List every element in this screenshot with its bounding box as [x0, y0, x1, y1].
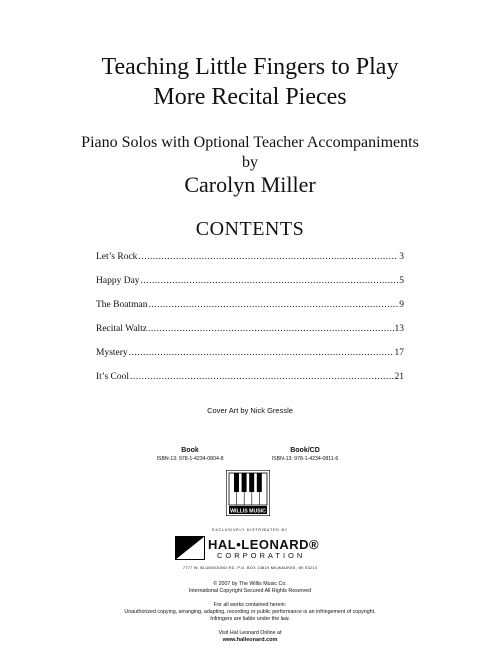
- toc-page-number: 5: [399, 276, 404, 286]
- hal-leonard-corporation: CORPORATION: [217, 551, 306, 560]
- toc-page-number: 9: [399, 300, 404, 310]
- toc-title: Mystery: [96, 348, 128, 358]
- toc-title: Let’s Rock: [96, 252, 138, 262]
- toc-title: It’s Cool: [96, 372, 129, 382]
- by-line: by: [242, 154, 258, 171]
- toc-row: [96, 276, 404, 300]
- infringers-liable-line: Infringers are liable under the law.: [210, 616, 290, 622]
- exclusive-distributor-note: EXCLUSIVELY DISTRIBUTED BY: [212, 528, 288, 532]
- toc-leader-dots: [141, 276, 399, 286]
- distributor-address: 7777 W. BLUEMOUND RD. P.O. BOX 13819 MILWAUKEE, WI 53213: [182, 566, 318, 570]
- toc-page-number: 3: [399, 252, 404, 262]
- toc-leader-dots: [129, 348, 394, 358]
- toc-page-number: 21: [394, 372, 404, 382]
- works-intro-line: For all works contained herein:: [213, 602, 287, 608]
- isbn-book-number: ISBN-13: 978-1-4234-0804-8: [156, 456, 224, 462]
- toc-page-number: 17: [394, 348, 404, 358]
- cover-art-credit: Cover Art by Nick Gressle: [207, 406, 293, 415]
- willis-logo-text: WILLIS MUSIC: [230, 508, 266, 515]
- toc-title: Recital Waltz: [96, 324, 148, 334]
- toc-row: [96, 252, 404, 276]
- toc-title: Happy Day: [96, 276, 140, 286]
- toc-page-number: 13: [394, 324, 404, 334]
- toc-leader-dots: [130, 372, 394, 382]
- hal-leonard-mark-icon: [175, 536, 205, 560]
- copyright-line: © 2007 by The Willis Music Co.: [213, 581, 287, 587]
- toc-row: [96, 348, 404, 372]
- isbn-bookcd-number: ISBN-13: 978-1-4234-0811-6: [271, 456, 339, 462]
- book-title-line-1: Teaching Little Fingers to Play: [101, 54, 399, 80]
- author-name: Carolyn Miller: [184, 172, 316, 197]
- toc-leader-dots: [148, 300, 398, 310]
- book-title: [0, 52, 500, 112]
- book-title-line-2: More Recital Pieces: [153, 84, 347, 110]
- book-subtitle: Piano Solos with Optional Teacher Accompaniments: [81, 134, 419, 151]
- toc-row: [96, 324, 404, 348]
- toc-row: [96, 372, 404, 396]
- toc-leader-dots: [138, 252, 398, 262]
- copyright-secured-line: International Copyright Secured All Rights Reserved: [188, 588, 312, 594]
- website-link[interactable]: www.halleonard.com: [222, 637, 278, 643]
- visit-online-line: Visit Hal Leonard Online at: [218, 630, 282, 636]
- isbn-bookcd-label: Book/CD: [290, 447, 320, 454]
- infringement-warning-line: Unauthorized copying, arranging, adapting, recording or public performance is an infringement of copyright.: [124, 609, 376, 615]
- willis-music-logo-icon: [226, 470, 270, 516]
- isbn-book-label: Book: [181, 447, 199, 454]
- toc-row: [96, 300, 404, 324]
- isbn-book: [125, 447, 255, 462]
- table-of-contents: [96, 252, 404, 396]
- hal-leonard-name: HAL•LEONARD®: [208, 537, 320, 552]
- toc-title: The Boatman: [96, 300, 148, 310]
- contents-heading: CONTENTS: [195, 218, 305, 240]
- isbn-bookcd: [240, 447, 370, 462]
- hal-leonard-logo: [175, 536, 325, 564]
- toc-leader-dots: [148, 324, 393, 334]
